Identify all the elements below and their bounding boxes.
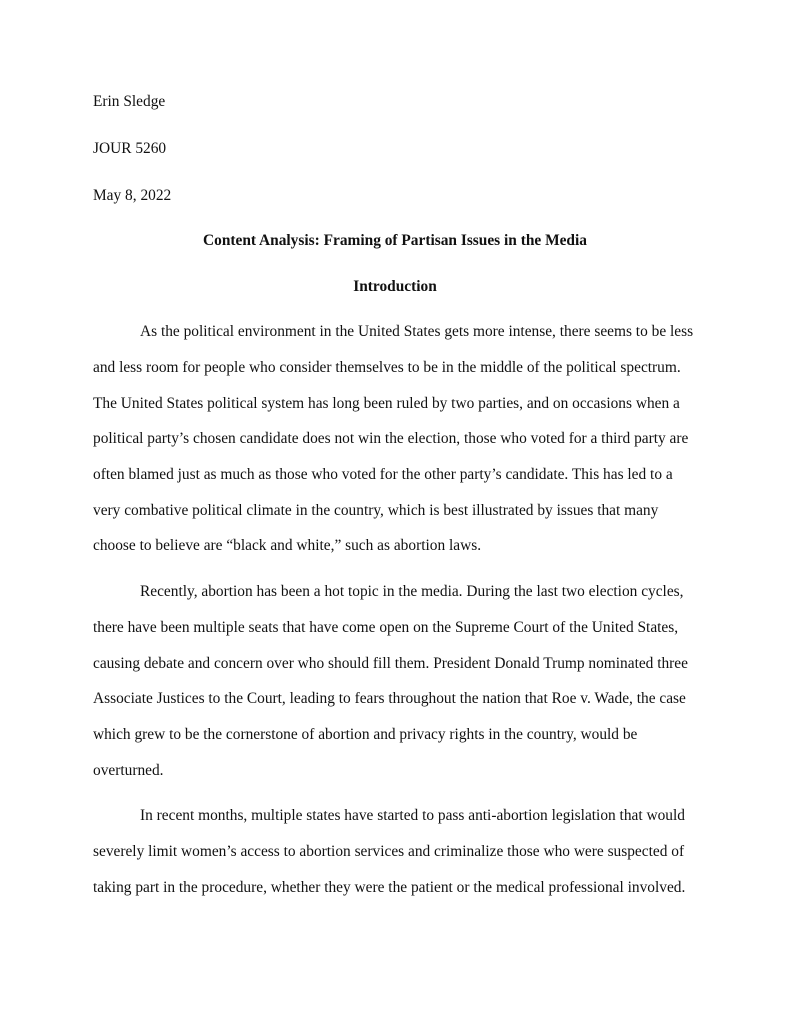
paragraph-2-line-6: overturned. — [93, 762, 164, 779]
paragraph-2-line-5: which grew to be the cornerstone of abortion and privacy rights in the country, would be — [93, 726, 638, 743]
document-title: Content Analysis: Framing of Partisan Issues in the Media — [203, 232, 587, 249]
paragraph-2-line-1: Recently, abortion has been a hot topic in the media. During the last two election cycles, — [140, 583, 684, 600]
paragraph-2-line-2: there have been multiple seats that have come open on the Supreme Court of the United States, — [93, 619, 679, 636]
section-heading: Introduction — [353, 278, 437, 295]
paragraph-3-line-1: In recent months, multiple states have started to pass anti-abortion legislation that would — [140, 807, 685, 824]
paragraph-2-line-3: causing debate and concern over who should fill them. President Donald Trump nominated three — [93, 655, 688, 672]
paragraph-1-line-3: The United States political system has long been ruled by two parties, and on occasions when a — [93, 395, 680, 412]
paragraph-3-line-3: taking part in the procedure, whether they were the patient or the medical professional involved. — [93, 879, 686, 896]
paragraph-1-line-6: very combative political climate in the country, which is best illustrated by issues that many — [93, 502, 659, 519]
paragraph-1-line-7: choose to believe are “black and white,” such as abortion laws. — [93, 537, 482, 554]
course-code: JOUR 5260 — [93, 140, 167, 157]
paragraph-1-line-5: often blamed just as much as those who voted for the other party’s candidate. This has led to a — [93, 466, 673, 483]
document-date: May 8, 2022 — [93, 187, 172, 204]
paragraph-2-line-4: Associate Justices to the Court, leading to fears throughout the nation that Roe v. Wade, the case — [93, 690, 686, 707]
paragraph-1-line-4: political party’s chosen candidate does not win the election, those who voted for a third party are — [93, 430, 689, 447]
paragraph-3-line-2: severely limit women’s access to abortion services and criminalize those who were suspected of — [93, 843, 685, 860]
author-name: Erin Sledge — [93, 93, 166, 110]
paragraph-1-line-2: and less room for people who consider themselves to be in the middle of the political spectrum. — [93, 359, 681, 376]
paragraph-1-line-1: As the political environment in the United States gets more intense, there seems to be less — [140, 323, 694, 340]
